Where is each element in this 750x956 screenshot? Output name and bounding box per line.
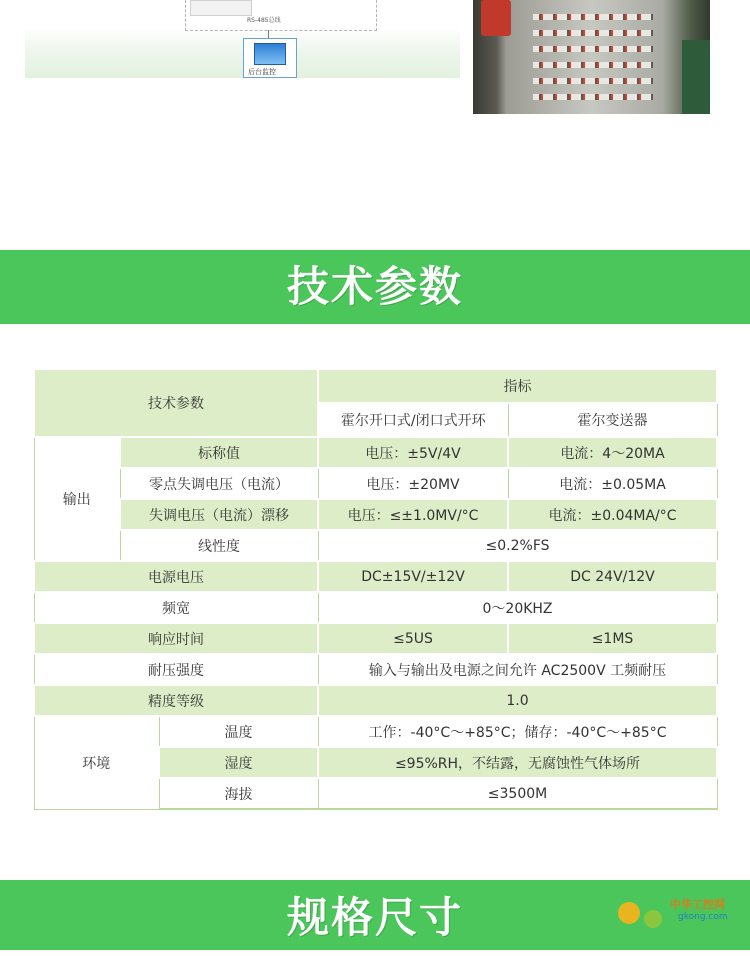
- header-transmitter: 霍尔变送器: [508, 403, 717, 437]
- photo-red-object: [481, 0, 511, 36]
- row-label: 精度等级: [34, 685, 318, 716]
- cell-value: 电流：4～20MA: [508, 437, 717, 468]
- section-title: 规格尺寸: [286, 893, 463, 942]
- gear-icon: [618, 902, 640, 924]
- group-output: 输出: [34, 437, 120, 561]
- connector-line: [268, 30, 269, 38]
- cell-value: 电压：≤±1.0MV/°C: [318, 499, 508, 530]
- header-index: 指标: [318, 369, 717, 403]
- row-label: 电源电压: [34, 561, 318, 592]
- cell-value: 工作：-40°C～+85°C；储存：-40°C～+85°C: [318, 716, 717, 747]
- row-label: 温度: [159, 716, 318, 747]
- row-label: 耐压强度: [34, 654, 318, 685]
- watermark-logo: [612, 892, 742, 942]
- watermark-name: 中华工控网: [670, 898, 725, 911]
- cell-value: ≤3500M: [318, 778, 717, 809]
- row-label: 海拔: [159, 778, 318, 809]
- photo-green-panel: [682, 40, 710, 114]
- cell-value: 输入与输出及电源之间允许 AC2500V 工频耐压: [318, 654, 717, 685]
- cell-value: ≤0.2%FS: [318, 530, 717, 561]
- cell-value: ≤1MS: [508, 623, 717, 654]
- cell-value: 电压：±5V/4V: [318, 437, 508, 468]
- spec-table: [33, 368, 718, 810]
- watermark-domain: gkong.com: [678, 912, 728, 922]
- header-param: 技术参数: [34, 369, 318, 437]
- row-label: 零点失调电压（电流）: [120, 468, 318, 499]
- cell-value: DC±15V/±12V: [318, 561, 508, 592]
- cell-value: 1.0: [318, 685, 717, 716]
- monitor-screen: [254, 43, 286, 65]
- gear-icon: [644, 910, 662, 928]
- section-banner-specs: [0, 250, 750, 324]
- section-title: 技术参数: [286, 262, 463, 311]
- cell-value: 电压：±20MV: [318, 468, 508, 499]
- row-label: 湿度: [159, 747, 318, 778]
- monitor-icon: [243, 38, 297, 78]
- monitor-label: 后台监控: [248, 68, 276, 76]
- cell-value: 电流：±0.05MA: [508, 468, 717, 499]
- group-environment: 环境: [34, 716, 159, 809]
- row-label: 响应时间: [34, 623, 318, 654]
- row-label: 标称值: [120, 437, 318, 468]
- cell-value: ≤95%RH，不结露，无腐蚀性气体场所: [318, 747, 717, 778]
- header-open-loop: 霍尔开口式/闭口式开环: [318, 403, 508, 437]
- row-label: 频宽: [34, 592, 318, 623]
- row-label: 线性度: [120, 530, 318, 561]
- cell-value: DC 24V/12V: [508, 561, 717, 592]
- device-icon: [190, 0, 252, 16]
- system-diagram-image: [25, 0, 460, 78]
- cell-value: 电流：±0.04MA/°C: [508, 499, 717, 530]
- cell-value: 0～20KHZ: [318, 592, 717, 623]
- bus-label: RS-485总线: [247, 17, 281, 24]
- row-label: 失调电压（电流）漂移: [120, 499, 318, 530]
- cell-value: ≤5US: [318, 623, 508, 654]
- cabinet-photo: [473, 0, 710, 114]
